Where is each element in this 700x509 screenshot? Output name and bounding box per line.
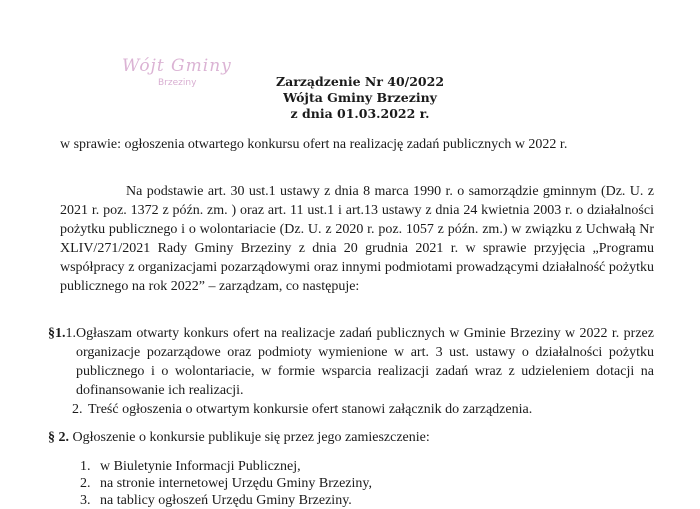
section-1-item2-num: 2. bbox=[72, 401, 83, 417]
list-item: 2. na stronie internetowej Urzędu Gminy Brzeziny, bbox=[80, 476, 373, 491]
section-1-mark: §1. bbox=[48, 326, 66, 341]
section-2-mark: § 2. bbox=[48, 430, 69, 445]
document-header bbox=[240, 74, 480, 122]
header-issuer: Wójta Gminy Brzeziny bbox=[283, 90, 437, 105]
section-2-text: Ogłoszenie o konkursie publikuje się przez jego zamieszczenie: bbox=[72, 430, 430, 445]
subject-line: w sprawie: ogłoszenia otwartego konkursu ofert na realizację zadań publicznych w 2022 r. bbox=[60, 137, 568, 152]
legal-basis bbox=[60, 183, 654, 296]
publication-list bbox=[80, 458, 372, 509]
stamp-line2: Brzeziny bbox=[158, 78, 197, 88]
section-1-item2: Treść ogłoszenia o otwartym konkursie ofert stanowi załącznik do zarządzenia. bbox=[88, 401, 533, 417]
stamp bbox=[122, 56, 242, 88]
list-item: 1. w Biuletynie Informacji Publicznej, bbox=[80, 459, 301, 474]
stamp-line1: Wójt Gminy bbox=[122, 56, 232, 76]
section-2 bbox=[48, 429, 668, 448]
header-date: z dnia 01.03.2022 r. bbox=[290, 106, 430, 121]
header-title: Zarządzenie Nr 40/2022 bbox=[275, 74, 445, 89]
section-1 bbox=[48, 325, 654, 420]
section-1-item1-num: 1. bbox=[65, 326, 76, 341]
legal-basis-text: Na podstawie art. 30 ust.1 ustawy z dnia 8 marca 1990 r. o samorządzie gminnym (Dz. U. z 2021 r. poz. 1372 z późn. zm. ) oraz art. 11 ust.1 i art.13 ustawy z dnia 24 kwietnia 2003 r. o działalności pożytku publicznego i o wolontariacie (Dz. U. z 2020 r. poz. 1057 z późn. zm.) w związku z Uchwałą Nr XLIV/271/2021 Rady Gminy Brzeziny z dnia 20 grudnia 2021 r. w sprawie przyjęcia „Programu współpracy z organizacjami pozarządowymi oraz innymi podmiotami prowadzącymi działalność pożytku publicznego na rok 2022” – zarządzam, co następuje: bbox=[60, 184, 654, 294]
section-1-item1: Ogłaszam otwarty konkurs ofert na realizacje zadań publicznych w Gminie Brzeziny w 2022 r. przez organizacje pozarządowe oraz podmioty wymienione w art. 3 ust. ustawy o działalności pożytku publicznego i o wolontariacie, w formie wsparcia realizacji zadań wraz z udzieleniem dotacji na dofinansowanie ich realizacji. bbox=[76, 326, 654, 398]
list-item: 3. na tablicy ogłoszeń Urzędu Gminy Brzeziny. bbox=[80, 493, 352, 508]
